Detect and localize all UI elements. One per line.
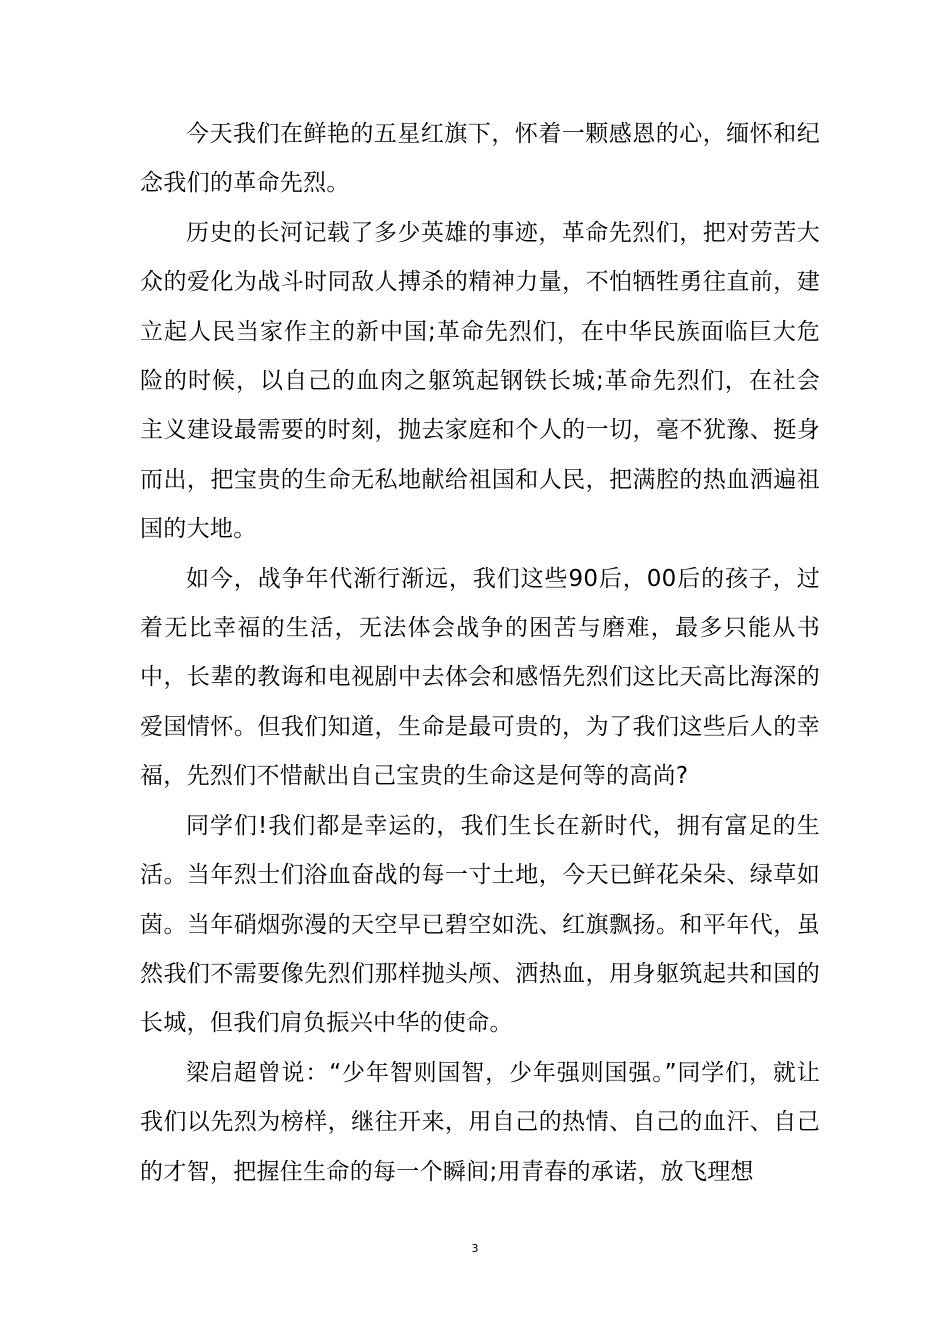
body-text — [140, 110, 820, 1197]
paragraph-2: 历史的长河记载了多少英雄的事迹，革命先烈们，把对劳苦大众的爱化为战斗时同敌人搏杀的精神力量，不怕牺牲勇往直前，建立起人民当家作主的新中国;革命先烈们，在中华民族面临巨大危险的时候，以自己的血肉之躯筑起钢铁长城;革命先烈们，在社会主义建设最需要的时刻，抛去家庭和个人的一切，毫不犹豫、挺身而出，把宝贵的生命无私地献给祖国和人民，把满腔的热血洒遍祖国的大地。 — [140, 219, 820, 543]
paragraph-5: 梁启超曾说：“少年智则国智，少年强则国强。”同学们，就让我们以先烈为榜样，继往开来，用自己的热情、自己的血汗、自己的才智，把握住生命的每一个瞬间;用青春的承诺，放飞理想 — [140, 1059, 820, 1185]
paragraph-3: 如今，战争年代渐行渐远，我们这些90后，00后的孩子，过着无比幸福的生活，无法体会战争的困苦与磨难，最多只能从书中，长辈的教诲和电视剧中去体会和感悟先烈们这比天高比海深的爱国情怀。但我们知道，生命是最可贵的，为了我们这些后人的幸福，先烈们不惜献出自己宝贵的生命这是何等的高尚? — [140, 565, 820, 790]
paragraph-4: 同学们!我们都是幸运的，我们生长在新时代，拥有富足的生活。当年烈士们浴血奋战的每一寸土地，今天已鲜花朵朵、绿草如茵。当年硝烟弥漫的天空早已碧空如洗、红旗飘扬。和平年代，虽然我们不需要像先烈们那样抛头颅、洒热血，用身躯筑起共和国的长城，但我们肩负振兴中华的使命。 — [140, 812, 820, 1037]
page-number: 3 — [471, 1242, 479, 1255]
paragraph-1: 今天我们在鲜艳的五星红旗下，怀着一颗感恩的心，缅怀和纪念我们的革命先烈。 — [140, 121, 820, 197]
